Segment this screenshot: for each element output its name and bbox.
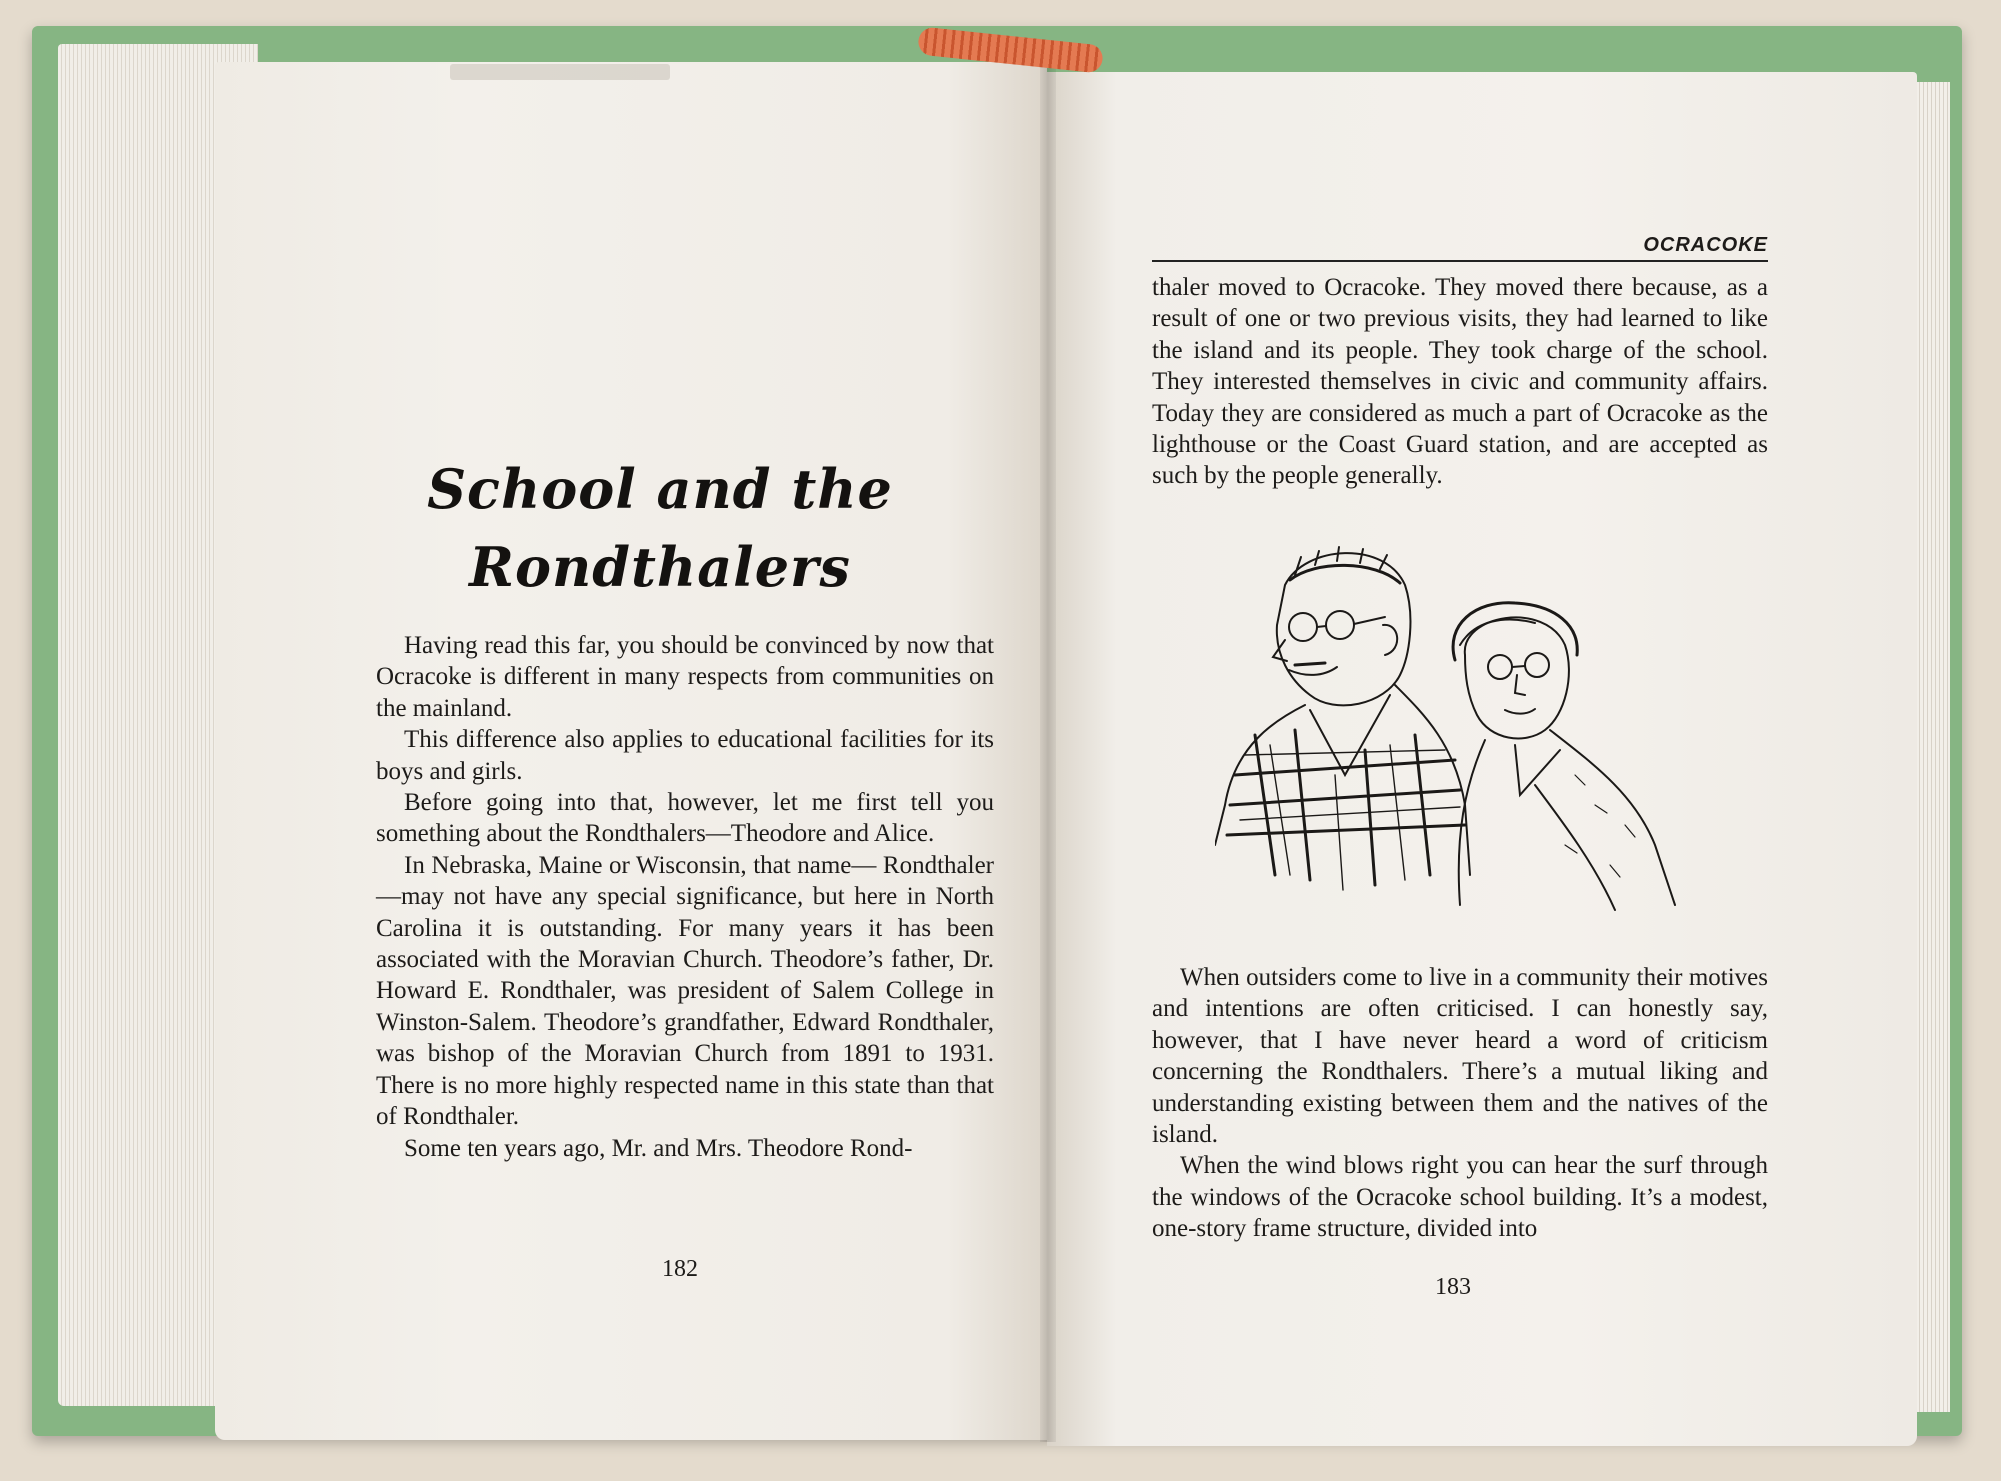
book-gutter [1040,62,1056,1442]
paragraph: Having read this far, you should be convinced by now that Ocracoke is different in many respects from communities on the mainland. [376,632,994,722]
rondthalers-portrait-illustration [1215,545,1705,945]
paragraph: Some ten years ago, Mr. and Mrs. Theodore Rond- [404,1134,913,1162]
paragraph: thaler moved to Ocracoke. They moved there because, as a result of one or two previous visits, they had learned to like the island and its people. They took charge of the school. They interested themselves in civic and community affairs. Today they are considered as much a part of Ocracoke as the lighthouse or the Coast Guard station, and are accepted as such by the people generally. [1152,274,1768,490]
right-page-top-text [1152,272,1768,492]
paragraph: When the wind blows right you can hear the surf through the windows of the Ocracoke school building. It’s a modest, one-story frame structure, divided into [1152,1152,1768,1243]
paragraph: When outsiders come to live in a community their motives and intentions are often criticised. I can honestly say, however, that I have never heard a word of criticism concerning the Rondthalers. There’s a mutual liking and understanding existing between them and the natives of the island. [1152,964,1768,1149]
chapter-title [380,450,940,606]
page-number-right: 183 [1435,1274,1471,1300]
paragraph: Before going into that, however, let me first tell you something about the Rondthalers—Theodore and Alice. [376,789,994,848]
right-page-bottom-text [1152,962,1768,1245]
paragraph: This difference also applies to educational facilities for its boys and girls. [376,726,994,785]
page-number-left: 182 [662,1256,698,1282]
chapter-title-line1: School and the [427,457,893,521]
show-through-header [450,64,670,80]
running-head: OCRACOKE [1152,234,1768,262]
chapter-title-line2: Rondthalers [469,535,851,599]
left-page-body [376,630,994,1164]
paragraph: In Nebraska, Maine or Wisconsin, that name— Rondthaler—may not have any special significance, but here in North Carolina it is outstanding. For many years it has been associated with the Moravian Church. Theodore’s father, Dr. Howard E. Rondthaler, was president of Salem College in Winston-Salem. Theodore’s grandfather, Edward Rondthaler, was bishop of the Moravian Church from 1891 to 1931. There is no more highly respected name in this state than that of Rondthaler. [376,851,994,1131]
